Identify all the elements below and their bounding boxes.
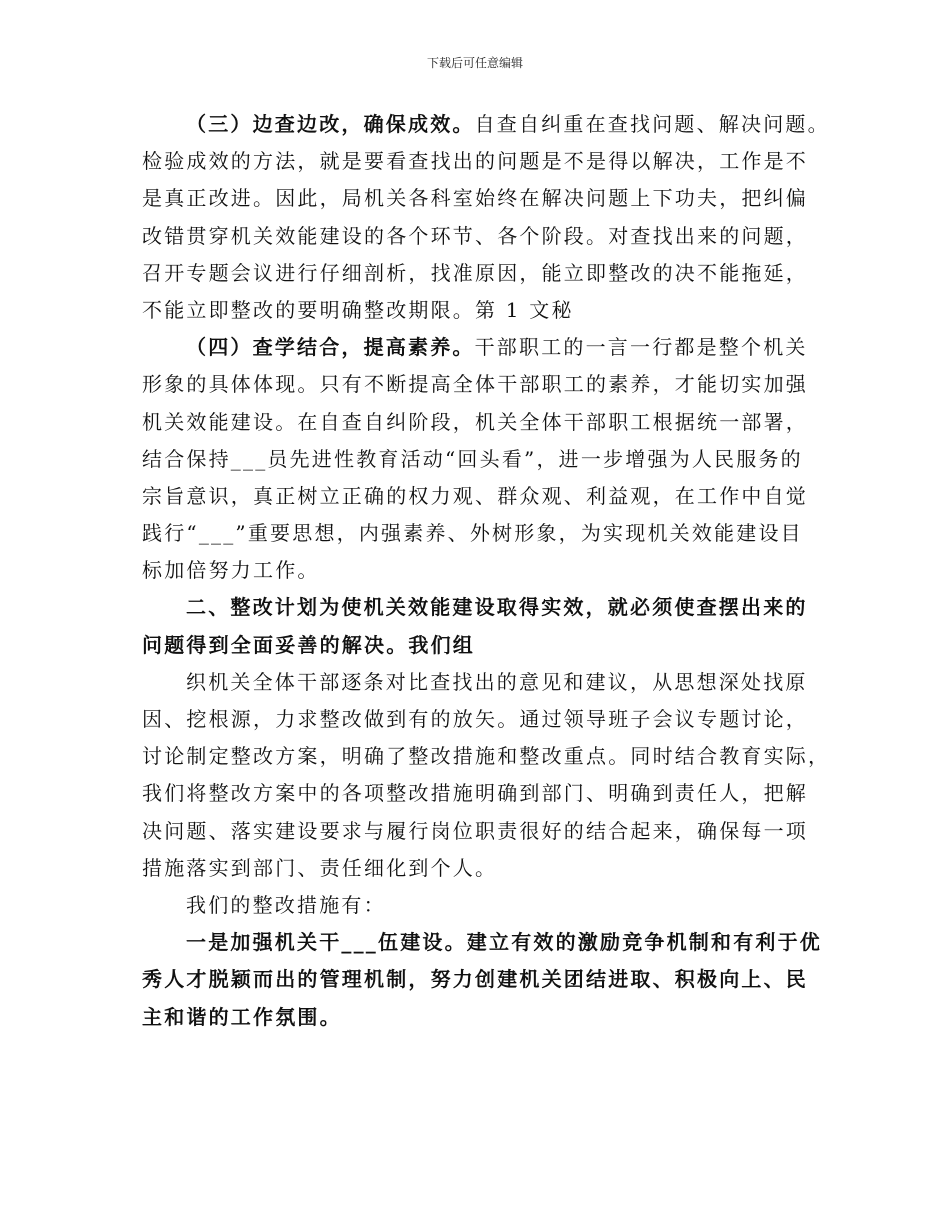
paragraph-line: 检验成效的方法，就是要看查找出的问题是不是得以解决，工作是不 [142, 149, 808, 174]
paragraph-line: 决问题、落实建设要求与履行岗位职责很好的结合起来，确保每一项 [142, 818, 808, 843]
section-heading-line: 问题得到全面妥善的解决。我们组 [142, 632, 475, 657]
section-heading: （四）查学结合，提高素养。 [186, 335, 475, 360]
paragraph-line [142, 329, 832, 366]
measure-line: 一是加强机关干___伍建设。建立有效的激励竞争机制和有利于优 [186, 930, 822, 955]
document-body [142, 106, 832, 1036]
paragraph-line: 因、挖根源，力求整改做到有的放矢。通过领导班子会议专题讨论， [142, 707, 808, 731]
measure-line: 秀人才脱颖而出的管理机制，努力创建机关团结进取、积极向上、民 [142, 967, 808, 992]
paragraph-line: 不能立即整改的要明确整改期限。第 1 文秘 [142, 297, 574, 322]
page-header: 下载后可任意编辑 [426, 56, 523, 70]
paragraph-line: 标加倍努力工作。 [142, 558, 320, 583]
paragraph-line: 我们将整改方案中的各项整改措施明确到部门、明确到责任人，把解 [142, 781, 808, 806]
paragraph-line: 织机关全体干部逐条对比查找出的意见和建议，从思想深处找原 [186, 669, 808, 694]
paragraph-line: 我们的整改措施有： [186, 892, 386, 917]
section-heading-line: 二、整改计划为使机关效能建设取得实效，就必须使查摆出来的 [186, 595, 808, 620]
paragraph-text: 干部职工的一言一行都是整个机关 [474, 335, 808, 360]
paragraph-line: 讨论制定整改方案，明确了整改措施和整改重点。同时结合教育实际， [142, 744, 831, 769]
paragraph-line: 措施落实到部门、责任细化到个人。 [142, 855, 498, 880]
section-heading: （三）边查边改，确保成效。 [186, 112, 475, 136]
paragraph-line: 践行“___”重要思想，内强素养、外树形象，为实现机关效能建设目 [142, 521, 803, 546]
paragraph-line: 形象的具体体现。只有不断提高全体干部职工的素养，才能切实加强 [142, 372, 808, 397]
paragraph-line: 是真正改进。因此，局机关各科室始终在解决问题上下功夫，把纠偏 [142, 186, 808, 211]
paragraph-line: 改错贯穿机关效能建设的各个环节、各个阶段。对查找出来的问题， [142, 223, 808, 248]
paragraph-line: 召开专题会议进行仔细剖析，找准原因，能立即整改的决不能拖延， [142, 260, 808, 285]
measure-line: 主和谐的工作氛围。 [142, 1004, 342, 1029]
paragraph-line: 机关效能建设。在自查自纠阶段，机关全体干部职工根据统一部署， [142, 409, 808, 434]
paragraph-line [142, 106, 832, 143]
paragraph-line: 宗旨意识，真正树立正确的权力观、群众观、利益观，在工作中自觉 [142, 483, 808, 508]
paragraph-text: 自查自纠重在查找问题、解决问题。 [474, 112, 830, 136]
paragraph-line: 结合保持___员先进性教育活动“回头看”，进一步增强为人民服务的 [142, 446, 803, 471]
